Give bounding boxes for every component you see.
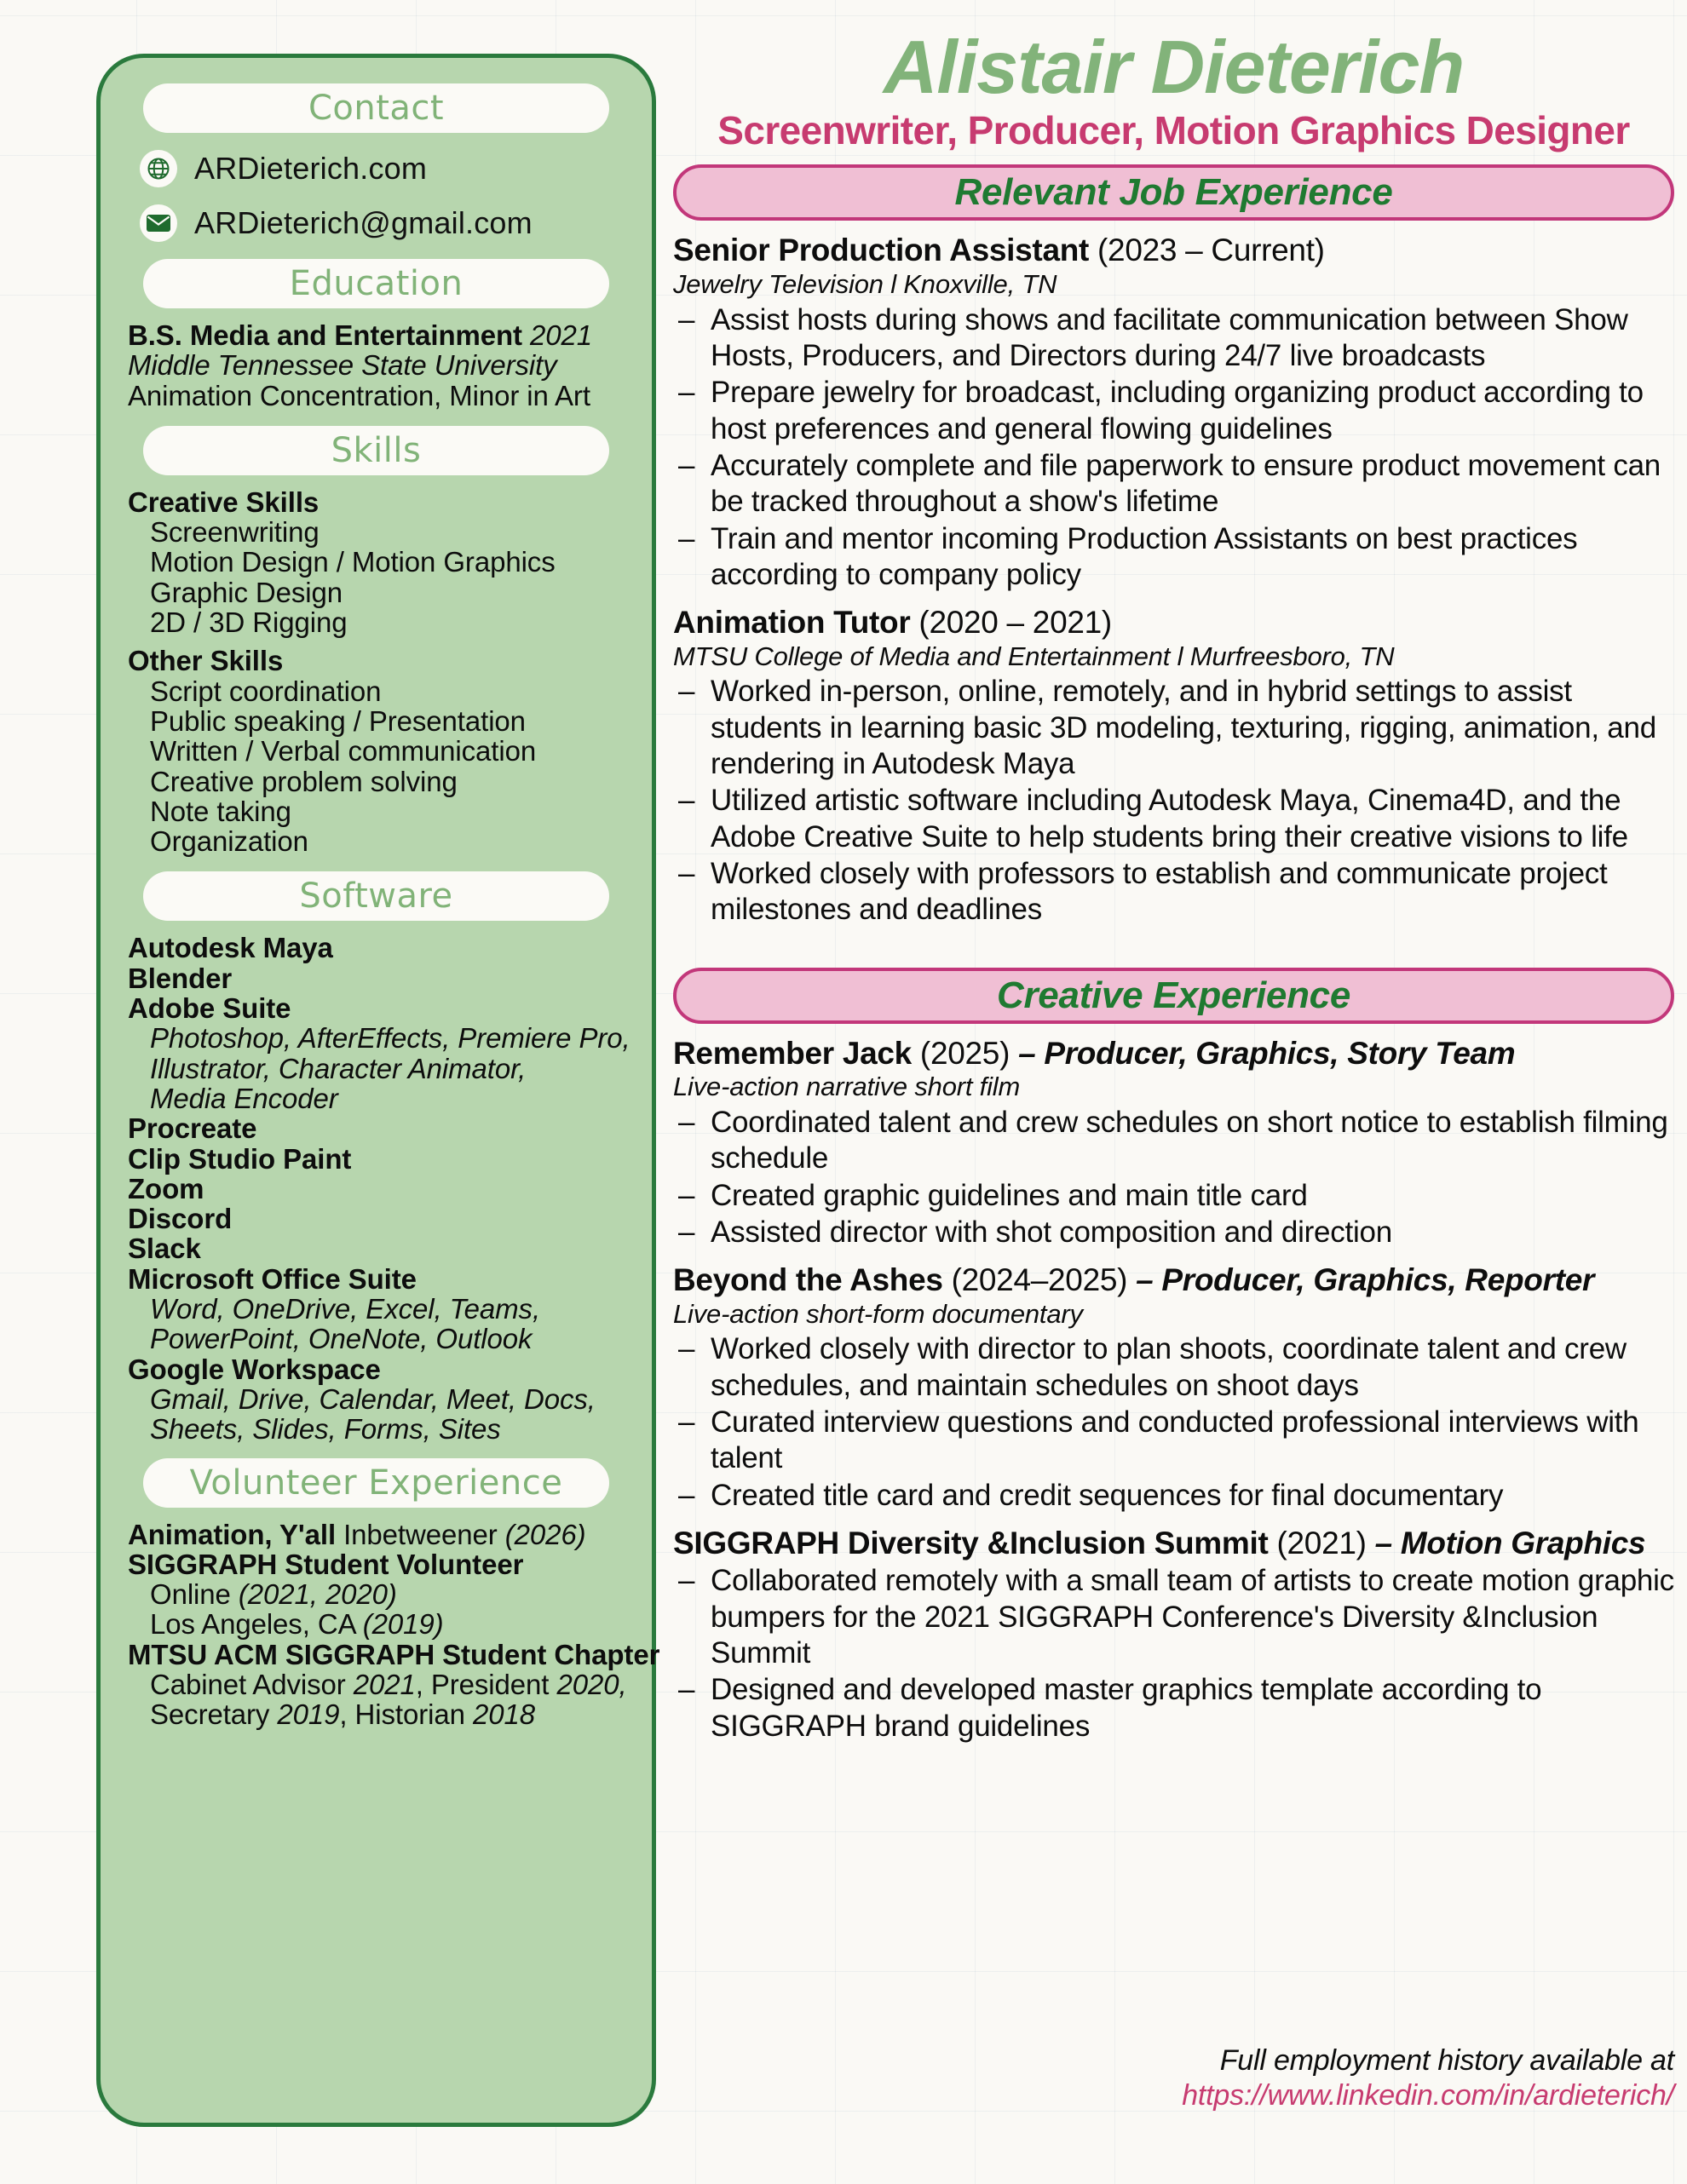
- skill-item: Motion Design / Motion Graphics: [150, 546, 556, 578]
- bullet-item: [673, 856, 1674, 928]
- bullet-dash: –: [678, 376, 695, 410]
- software-subitem: Gmail, Drive, Calendar, Meet, Docs,: [150, 1382, 596, 1415]
- software-item: Clip Studio Paint: [128, 1142, 352, 1175]
- volunteer-role: Inbetweener: [336, 1518, 498, 1550]
- skill-item: Note taking: [150, 795, 291, 827]
- education-degree-line: [128, 320, 628, 350]
- job-dates: (2020 – 2021): [910, 605, 1112, 641]
- volunteer-line-year: (2019): [362, 1608, 444, 1641]
- volunteer-year: (2026): [497, 1518, 586, 1550]
- creative-title-line: [673, 1526, 1674, 1560]
- software-subitem: Word, OneDrive, Excel, Teams,: [150, 1293, 541, 1325]
- bullet-text: Worked closely with director to plan shoots, coordinate talent and crew schedules, and maintain schedules on shoot days: [711, 1332, 1627, 1402]
- software-heading-label: Software: [299, 876, 453, 917]
- bullet-item: [673, 674, 1674, 782]
- bullet-item: [673, 783, 1674, 855]
- job-organization: MTSU College of Media and Entertainment l Murfreesboro, TN: [673, 641, 1395, 671]
- bullet-item: [673, 1215, 1674, 1250]
- creative-bullet-list: [673, 1331, 1674, 1514]
- software-subitem: PowerPoint, OneNote, Outlook: [150, 1323, 533, 1355]
- skills-group-title: Creative Skills: [128, 486, 320, 518]
- creative-role: – Producer, Graphics, Reporter: [1127, 1262, 1595, 1298]
- creative-title: Remember Jack: [673, 1035, 912, 1071]
- education-heading-label: Education: [289, 264, 463, 303]
- sidebar-panel: [96, 54, 660, 2127]
- volunteer-org: Animation, Y'all: [128, 1518, 337, 1550]
- software-item: Google Workspace: [128, 1353, 381, 1385]
- volunteer-line: [128, 1609, 628, 1639]
- volunteer-entry-title: SIGGRAPH Student Volunteer: [128, 1548, 524, 1580]
- software-item: Discord: [128, 1203, 233, 1235]
- footer-linkedin-link[interactable]: https://www.linkedin.com/in/ardieterich/: [1182, 2079, 1674, 2112]
- sidebar-heading-software: [143, 871, 609, 921]
- creative-format: Live-action narrative short film: [673, 1072, 1021, 1102]
- bullet-dash: –: [678, 675, 695, 709]
- job-bullet-list: [673, 302, 1674, 594]
- bullet-dash: –: [678, 1178, 695, 1212]
- software-item: Adobe Suite: [128, 992, 291, 1025]
- volunteer-line-year: 2019: [277, 1698, 340, 1731]
- job-dates: (2023 – Current): [1089, 233, 1325, 268]
- volunteer-line-year: (2021, 2020): [238, 1578, 397, 1611]
- bullet-text: Assist hosts during shows and facilitate communication between Show Hosts, Producers, and Directors during 24/7 live broadcasts: [711, 302, 1628, 372]
- bullet-text: Coordinated talent and crew schedules on short notice to establish filming schedule: [711, 1105, 1668, 1175]
- skill-item: Organization: [150, 825, 308, 858]
- bullet-dash: –: [678, 1105, 695, 1139]
- software-item: Blender: [128, 962, 233, 994]
- creative-entry: [673, 1262, 1674, 1514]
- bullet-item: [673, 302, 1674, 375]
- software-subitem: Sheets, Slides, Forms, Sites: [150, 1413, 501, 1445]
- software-item: Microsoft Office Suite: [128, 1262, 417, 1295]
- skills-heading-label: Skills: [331, 430, 422, 470]
- bullet-item: [673, 375, 1674, 447]
- skill-item: Script coordination: [150, 675, 382, 707]
- bullet-dash: –: [678, 1673, 695, 1707]
- footer: [673, 2044, 1674, 2112]
- bullet-dash: –: [678, 302, 695, 336]
- creative-role: – Producer, Graphics, Story Team: [1010, 1035, 1516, 1071]
- creative-dates: (2024–2025): [942, 1262, 1128, 1298]
- skill-item: Written / Verbal communication: [150, 735, 537, 767]
- job-organization: Jewelry Television l Knoxville, TN: [673, 268, 1057, 299]
- creative-experience-banner-label: Creative Experience: [997, 974, 1350, 1016]
- contact-row-email[interactable]: [140, 204, 631, 242]
- bullet-text: Created title card and credit sequences for final documentary: [711, 1478, 1504, 1512]
- software-item: Autodesk Maya: [128, 932, 333, 964]
- bullet-item: [673, 1478, 1674, 1514]
- bullet-dash: –: [678, 857, 695, 891]
- creative-title-line: [673, 1036, 1674, 1071]
- skill-item: 2D / 3D Rigging: [150, 606, 348, 639]
- bullet-dash: –: [678, 1215, 695, 1249]
- section-banner-job-experience: [673, 164, 1674, 221]
- skill-item: Graphic Design: [150, 576, 343, 608]
- creative-title: Beyond the Ashes: [673, 1262, 943, 1298]
- software-subitem: Photoshop, AfterEffects, Premiere Pro,: [150, 1022, 630, 1055]
- skill-item: Public speaking / Presentation: [150, 704, 526, 737]
- bullet-item: [673, 1563, 1674, 1671]
- education-detail: Animation Concentration, Minor in Art: [128, 379, 590, 411]
- software-subitem: Media Encoder: [150, 1082, 338, 1114]
- bullet-text: Created graphic guidelines and main title card: [711, 1178, 1308, 1212]
- sidebar-heading-education: [143, 259, 609, 308]
- software-item: Procreate: [128, 1112, 257, 1145]
- volunteer-line: [128, 1670, 628, 1699]
- skill-item: Creative problem solving: [150, 765, 458, 797]
- globe-icon: [140, 150, 177, 187]
- page-subtitle: Screenwriter, Producer, Motion Graphics Designer: [717, 107, 1630, 152]
- page-title: Alistair Dieterich: [883, 25, 1465, 109]
- bullet-text: Curated interview questions and conducted professional interviews with talent: [711, 1405, 1639, 1475]
- section-banner-creative-experience: [673, 968, 1674, 1024]
- job-entry: [673, 233, 1674, 593]
- volunteer-heading-label: Volunteer Experience: [189, 1463, 563, 1503]
- bullet-dash: –: [678, 521, 695, 555]
- sidebar-heading-skills: [143, 426, 609, 475]
- bullet-item: [673, 521, 1674, 594]
- education-degree: B.S. Media and Entertainment: [128, 319, 522, 351]
- footer-note: Full employment history available at: [1219, 2044, 1674, 2077]
- envelope-icon: [140, 204, 177, 242]
- volunteer-line-year2: 2018: [472, 1698, 535, 1731]
- bullet-dash: –: [678, 448, 695, 482]
- creative-entry: [673, 1526, 1674, 1744]
- bullet-item: [673, 1405, 1674, 1477]
- bullet-text: Collaborated remotely with a small team of artists to create motion graphic bumpers for the 2021 SIGGRAPH Conference's Diversity &Inclusion Summit: [711, 1564, 1674, 1670]
- education-school: Middle Tennessee State University: [128, 349, 557, 382]
- bullet-dash: –: [678, 1405, 695, 1439]
- job-title: Senior Production Assistant: [673, 233, 1090, 268]
- creative-bullet-list: [673, 1563, 1674, 1744]
- job-bullet-list: [673, 674, 1674, 928]
- volunteer-line-text: Cabinet Advisor: [150, 1668, 354, 1700]
- volunteer-line-text2: , Historian: [339, 1698, 473, 1731]
- bullet-text: Train and mentor incoming Production Assistants on best practices according to company policy: [711, 521, 1578, 591]
- volunteer-block: [121, 1518, 660, 1731]
- bullet-item: [673, 1672, 1674, 1744]
- software-block: [121, 933, 631, 1444]
- bullet-dash: –: [678, 784, 695, 818]
- volunteer-line-text: Secretary: [150, 1698, 278, 1731]
- volunteer-line-text2: , President: [415, 1668, 557, 1700]
- creative-role: – Motion Graphics: [1366, 1526, 1646, 1560]
- contact-heading-label: Contact: [308, 89, 445, 128]
- creative-dates: (2021): [1268, 1526, 1367, 1560]
- job-title-line: [673, 233, 1674, 267]
- bullet-dash: –: [678, 1332, 695, 1366]
- bullet-text: Prepare jewelry for broadcast, including organizing product according to host preferences and general flowing guidelines: [711, 376, 1644, 445]
- skills-block: [121, 487, 631, 857]
- volunteer-line-text: Los Angeles, CA: [150, 1608, 363, 1641]
- contact-row-website[interactable]: [140, 150, 631, 187]
- job-entry: [673, 605, 1674, 928]
- software-item: Zoom: [128, 1172, 204, 1204]
- creative-title-line: [673, 1262, 1674, 1297]
- software-item: Slack: [128, 1233, 201, 1265]
- education-block: [121, 320, 631, 411]
- bullet-item: [673, 1331, 1674, 1404]
- skills-group-title: Other Skills: [128, 645, 284, 677]
- contact-email-text: ARDieterich@gmail.com: [194, 205, 533, 240]
- education-year: 2021: [530, 319, 593, 351]
- sidebar-heading-volunteer: [143, 1458, 609, 1508]
- bullet-text: Assisted director with shot composition and direction: [711, 1215, 1392, 1249]
- volunteer-entry-title: [128, 1520, 628, 1549]
- creative-format: Live-action short-form documentary: [673, 1298, 1083, 1329]
- volunteer-line-year2: 2020,: [556, 1668, 627, 1700]
- sidebar-heading-contact: [143, 83, 609, 133]
- bullet-text: Utilized artistic software including Autodesk Maya, Cinema4D, and the Adobe Creative Suite to help students bring their creative visions to life: [711, 784, 1628, 853]
- bullet-text: Worked closely with professors to establish and communicate project milestones and deadlines: [711, 857, 1608, 927]
- skill-item: Screenwriting: [150, 516, 320, 549]
- bullet-text: Worked in-person, online, remotely, and in hybrid settings to assist students in learning basic 3D modeling, texturing, rigging, animation, and rendering in Autodesk Maya: [711, 675, 1656, 781]
- bullet-text: Designed and developed master graphics template according to SIGGRAPH brand guidelines: [711, 1673, 1542, 1743]
- contact-website-text: ARDieterich.com: [194, 151, 428, 186]
- bullet-item: [673, 1178, 1674, 1214]
- main-content: [673, 26, 1674, 1744]
- job-title: Animation Tutor: [673, 605, 911, 641]
- software-subitem: Illustrator, Character Animator,: [150, 1052, 527, 1084]
- job-title-line: [673, 605, 1674, 640]
- bullet-dash: –: [678, 1564, 695, 1598]
- bullet-text: Accurately complete and file paperwork to ensure product movement can be tracked throughout a show's lifetime: [711, 448, 1661, 519]
- creative-title: SIGGRAPH Diversity &Inclusion Summit: [673, 1526, 1269, 1560]
- bullet-item: [673, 1105, 1674, 1177]
- volunteer-line-year: 2021: [353, 1668, 416, 1700]
- creative-entry: [673, 1036, 1674, 1250]
- bullet-dash: –: [678, 1478, 695, 1512]
- job-experience-banner-label: Relevant Job Experience: [954, 171, 1393, 214]
- volunteer-line: [128, 1699, 628, 1729]
- volunteer-entry-title: MTSU ACM SIGGRAPH Student Chapter: [128, 1638, 660, 1670]
- creative-dates: (2025): [911, 1035, 1010, 1071]
- volunteer-line-text: Online: [150, 1578, 239, 1611]
- bullet-item: [673, 448, 1674, 520]
- creative-bullet-list: [673, 1105, 1674, 1250]
- volunteer-line: [128, 1579, 628, 1609]
